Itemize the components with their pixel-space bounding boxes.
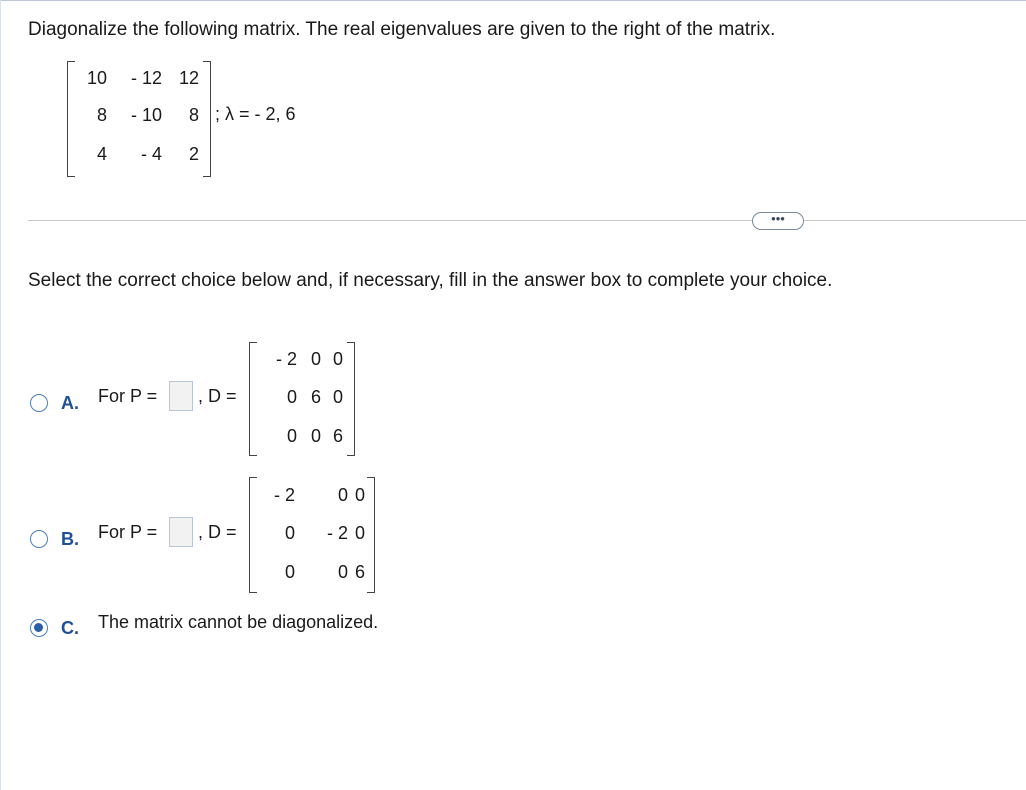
option-b-letter: B. bbox=[61, 529, 79, 549]
top-border bbox=[0, 0, 1026, 1]
option-b-radio[interactable] bbox=[30, 530, 48, 548]
left-border bbox=[0, 0, 1, 790]
option-a-letter: A. bbox=[61, 393, 79, 413]
matrix-cell: 0 bbox=[332, 349, 343, 369]
matrix-cell: 8 bbox=[188, 105, 199, 125]
matrix-cell: 0 bbox=[354, 485, 365, 505]
matrix-left-bracket bbox=[67, 61, 75, 177]
select-instruction: Select the correct choice below and, if necessary, fill in the answer box to complete your choice. bbox=[28, 270, 833, 291]
matrix-cell: 0 bbox=[310, 426, 321, 446]
section-divider bbox=[28, 220, 1026, 221]
matrix-cell: - 2 bbox=[275, 349, 297, 369]
eigenvalues-text: ; λ = - 2, 6 bbox=[215, 104, 296, 124]
matrix-cell: - 10 bbox=[130, 105, 162, 125]
option-b-p-answer-box[interactable] bbox=[169, 517, 193, 547]
matrix-cell: - 2 bbox=[326, 523, 348, 543]
option-a-p-answer-box[interactable] bbox=[169, 381, 193, 411]
option-b-d-label: , D = bbox=[198, 522, 237, 542]
option-b-for-p-label: For P = bbox=[98, 522, 158, 542]
matrix-cell: 2 bbox=[188, 144, 199, 164]
matrix-cell: - 4 bbox=[140, 144, 162, 164]
option-c-radio[interactable] bbox=[30, 619, 48, 637]
option-a-d-label: , D = bbox=[198, 386, 237, 406]
matrix-cell: 0 bbox=[310, 349, 321, 369]
option-a-radio[interactable] bbox=[30, 394, 48, 412]
matrix-cell: 0 bbox=[286, 426, 297, 446]
question-instruction: Diagonalize the following matrix. The real eigenvalues are given to the right of the matrix. bbox=[28, 19, 776, 40]
matrix-left-bracket bbox=[249, 342, 257, 456]
given-matrix bbox=[67, 61, 211, 177]
matrix-cell: 0 bbox=[284, 562, 295, 582]
matrix-right-bracket bbox=[367, 477, 375, 593]
more-options-button[interactable]: ••• bbox=[752, 212, 804, 230]
matrix-right-bracket bbox=[347, 342, 355, 456]
matrix-cell: 0 bbox=[337, 485, 348, 505]
option-c-text: The matrix cannot be diagonalized. bbox=[98, 612, 379, 632]
option-a-d-matrix bbox=[249, 342, 355, 456]
matrix-right-bracket bbox=[203, 61, 211, 177]
matrix-cell: 12 bbox=[178, 68, 199, 88]
matrix-cell: 6 bbox=[310, 387, 321, 407]
matrix-cell: 0 bbox=[284, 523, 295, 543]
matrix-cell: 0 bbox=[354, 523, 365, 543]
matrix-cell: 8 bbox=[96, 105, 107, 125]
matrix-cell: 0 bbox=[337, 562, 348, 582]
matrix-cell: 6 bbox=[354, 562, 365, 582]
matrix-cell: 0 bbox=[286, 387, 297, 407]
matrix-cell: 10 bbox=[86, 68, 107, 88]
matrix-cell: 0 bbox=[332, 387, 343, 407]
option-a-for-p-label: For P = bbox=[98, 386, 158, 406]
option-b-d-matrix bbox=[249, 477, 375, 593]
matrix-cell: - 12 bbox=[130, 68, 162, 88]
option-c-letter: C. bbox=[61, 618, 79, 638]
matrix-cell: 4 bbox=[96, 144, 107, 164]
matrix-cell: 6 bbox=[332, 426, 343, 446]
matrix-cell: - 2 bbox=[273, 485, 295, 505]
